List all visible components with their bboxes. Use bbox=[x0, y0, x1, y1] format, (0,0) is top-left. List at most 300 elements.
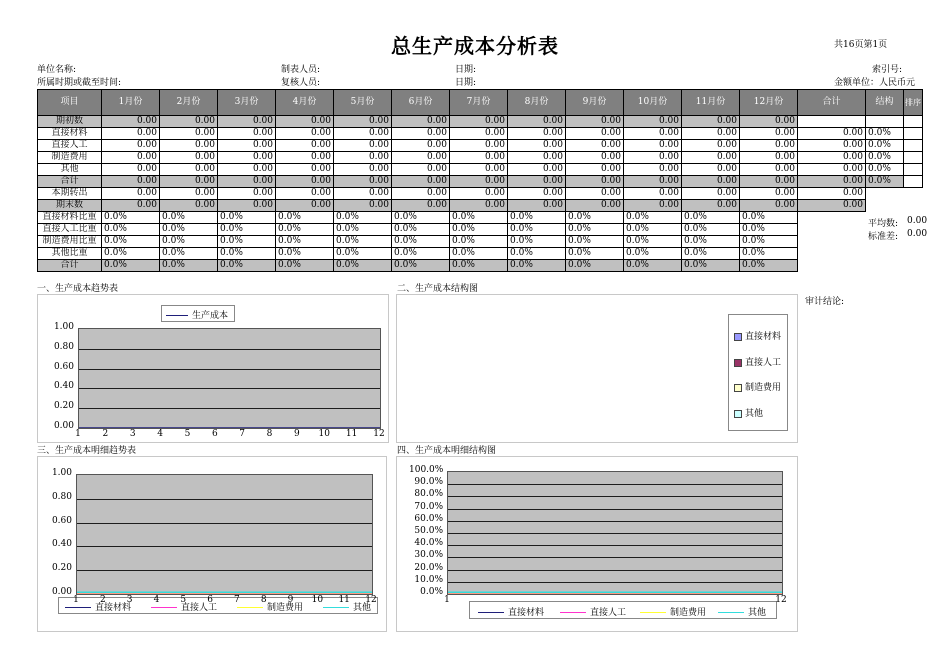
table-row bbox=[38, 116, 923, 128]
cell-value: 0.00 bbox=[740, 188, 798, 200]
cell-value: 0.00 bbox=[450, 164, 508, 176]
chart-4-legend bbox=[469, 601, 777, 619]
row-label: 其他 bbox=[38, 164, 102, 176]
x-tick-label: 1 bbox=[444, 595, 450, 605]
ratio-value: 0.0% bbox=[624, 224, 682, 236]
ratio-value: 0.0% bbox=[334, 260, 392, 272]
x-tick-label: 12 bbox=[365, 595, 377, 605]
cell-value: 0.00 bbox=[508, 188, 566, 200]
y-tick-label: 0.40 bbox=[53, 381, 74, 392]
ratio-value: 0.0% bbox=[566, 248, 624, 260]
header-cell: 1月份 bbox=[102, 90, 160, 116]
y-tick-label: 80.0% bbox=[414, 489, 443, 500]
cell-value: 0.00 bbox=[508, 152, 566, 164]
cell-value: 0.00 bbox=[334, 164, 392, 176]
y-tick-label: 0.20 bbox=[51, 563, 72, 574]
ratio-value: 0.0% bbox=[334, 248, 392, 260]
ratio-row bbox=[38, 212, 923, 224]
cell-value: 0.00 bbox=[392, 116, 450, 128]
cell-value: 0.00 bbox=[218, 128, 276, 140]
ratio-value: 0.0% bbox=[740, 212, 798, 224]
cell-value: 0.00 bbox=[682, 188, 740, 200]
ratio-value: 0.0% bbox=[566, 224, 624, 236]
table-row bbox=[38, 152, 923, 164]
ratio-value: 0.0% bbox=[624, 212, 682, 224]
preparer-label: 制表人员: bbox=[281, 65, 321, 75]
cell-value: 0.00 bbox=[682, 200, 740, 212]
cell-value: 0.00 bbox=[450, 128, 508, 140]
table-row bbox=[38, 188, 923, 200]
chart-4-legend-labor: 直接人工 bbox=[560, 605, 626, 618]
ratio-value: 0.0% bbox=[276, 248, 334, 260]
audit-conclusion-label: 审计结论: bbox=[805, 297, 845, 307]
cell-value: 0.00 bbox=[450, 176, 508, 188]
ratio-value: 0.0% bbox=[392, 224, 450, 236]
chart-4-legend-material: 直接材料 bbox=[478, 605, 544, 618]
row-structure bbox=[866, 116, 904, 128]
cell-value: 0.00 bbox=[276, 116, 334, 128]
row-structure: 0.0% bbox=[866, 164, 904, 176]
ratio-row bbox=[38, 224, 923, 236]
ratio-label: 其他比重 bbox=[38, 248, 102, 260]
series-layer bbox=[448, 472, 782, 594]
y-tick-label: 0.60 bbox=[53, 361, 74, 372]
chart-2-legend-item-other: 其他 bbox=[734, 406, 763, 419]
header-cell: 10月份 bbox=[624, 90, 682, 116]
ratio-value: 0.0% bbox=[276, 212, 334, 224]
ratio-value: 0.0% bbox=[508, 248, 566, 260]
ratio-label: 合计 bbox=[38, 260, 102, 272]
header-cell: 8月份 bbox=[508, 90, 566, 116]
x-tick-label: 4 bbox=[153, 595, 160, 605]
chart-4-plot-area bbox=[447, 471, 783, 595]
y-tick-label: 70.0% bbox=[414, 501, 443, 512]
y-tick-label: 50.0% bbox=[414, 526, 443, 536]
chart-1-panel bbox=[37, 294, 389, 443]
ratio-value: 0.0% bbox=[276, 236, 334, 248]
cell-value: 0.00 bbox=[624, 152, 682, 164]
cell-value: 0.00 bbox=[740, 164, 798, 176]
cell-value: 0.00 bbox=[218, 152, 276, 164]
y-tick-label: 10.0% bbox=[414, 574, 443, 585]
ratio-value: 0.0% bbox=[218, 212, 276, 224]
y-tick-label: 0.40 bbox=[51, 539, 72, 550]
header-cell: 结构 bbox=[866, 90, 904, 116]
row-label: 期末数 bbox=[38, 200, 102, 212]
cell-value: 0.00 bbox=[450, 188, 508, 200]
row-label: 合计 bbox=[38, 176, 102, 188]
cell-value: 0.00 bbox=[624, 140, 682, 152]
x-tick-label: 8 bbox=[260, 595, 267, 605]
cell-value: 0.00 bbox=[102, 116, 160, 128]
cell-value: 0.00 bbox=[566, 116, 624, 128]
cell-value: 0.00 bbox=[334, 152, 392, 164]
chart-2-panel bbox=[396, 294, 798, 443]
row-sort bbox=[904, 188, 923, 200]
row-total: 0.00 bbox=[798, 176, 866, 188]
cell-value: 0.00 bbox=[160, 176, 218, 188]
empty-cell bbox=[904, 248, 923, 260]
x-tick-label: 3 bbox=[126, 595, 133, 605]
cell-value: 0.00 bbox=[624, 116, 682, 128]
x-tick-label: 8 bbox=[266, 429, 273, 439]
cell-value: 0.00 bbox=[682, 140, 740, 152]
cell-value: 0.00 bbox=[160, 128, 218, 140]
row-total bbox=[798, 116, 866, 128]
cell-value: 0.00 bbox=[160, 116, 218, 128]
cell-value: 0.00 bbox=[624, 188, 682, 200]
cell-value: 0.00 bbox=[334, 116, 392, 128]
x-tick-label: 9 bbox=[294, 429, 300, 439]
cell-value: 0.00 bbox=[392, 164, 450, 176]
empty-cell bbox=[904, 260, 923, 272]
section-1-title: 一、生产成本趋势表 bbox=[37, 284, 119, 294]
ratio-value: 0.0% bbox=[682, 248, 740, 260]
reviewer-label: 复核人员: bbox=[281, 78, 321, 88]
row-structure bbox=[866, 200, 904, 212]
ratio-value: 0.0% bbox=[566, 236, 624, 248]
ratio-value: 0.0% bbox=[682, 260, 740, 272]
ratio-row bbox=[38, 236, 923, 248]
cell-value: 0.00 bbox=[508, 176, 566, 188]
cell-value: 0.00 bbox=[508, 200, 566, 212]
cell-value: 0.00 bbox=[276, 140, 334, 152]
x-tick-label: 3 bbox=[129, 429, 136, 439]
x-tick-label: 11 bbox=[345, 429, 358, 439]
cell-value: 0.00 bbox=[218, 200, 276, 212]
ratio-value: 0.0% bbox=[740, 248, 798, 260]
cell-value: 0.00 bbox=[218, 140, 276, 152]
row-total: 0.00 bbox=[798, 200, 866, 212]
y-tick-label: 40.0% bbox=[414, 538, 443, 549]
x-tick-label: 1 bbox=[73, 595, 79, 605]
row-sort bbox=[904, 164, 923, 176]
date-label-2: 日期: bbox=[455, 78, 477, 88]
ratio-label: 直接材料比重 bbox=[38, 212, 102, 224]
cell-value: 0.00 bbox=[566, 188, 624, 200]
cell-value: 0.00 bbox=[218, 164, 276, 176]
x-tick-label: 10 bbox=[311, 595, 324, 605]
cell-value: 0.00 bbox=[102, 128, 160, 140]
std-value: 0.00 bbox=[907, 229, 928, 239]
ratio-value: 0.0% bbox=[392, 236, 450, 248]
cell-value: 0.00 bbox=[276, 152, 334, 164]
avg-value: 0.00 bbox=[907, 216, 928, 226]
row-sort bbox=[904, 152, 923, 164]
cell-value: 0.00 bbox=[392, 188, 450, 200]
header-cell: 项目 bbox=[38, 90, 102, 116]
chart-2-legend-item-overhead: 制造费用 bbox=[734, 380, 781, 393]
cell-value: 0.00 bbox=[218, 116, 276, 128]
y-tick-label: 0.80 bbox=[51, 491, 72, 502]
avg-label: 平均数: bbox=[868, 219, 899, 229]
ratio-value: 0.0% bbox=[624, 260, 682, 272]
header-cell: 合计 bbox=[798, 90, 866, 116]
chart-3-panel bbox=[37, 456, 387, 632]
y-tick-label: 1.00 bbox=[51, 468, 72, 478]
cell-value: 0.00 bbox=[740, 176, 798, 188]
ratio-value: 0.0% bbox=[334, 224, 392, 236]
cell-value: 0.00 bbox=[334, 200, 392, 212]
ratio-value: 0.0% bbox=[392, 248, 450, 260]
x-tick-label: 2 bbox=[102, 429, 109, 439]
row-sort bbox=[904, 128, 923, 140]
ratio-value: 0.0% bbox=[160, 236, 218, 248]
x-tick-label: 10 bbox=[318, 429, 330, 439]
cell-value: 0.00 bbox=[218, 176, 276, 188]
cell-value: 0.00 bbox=[276, 176, 334, 188]
ratio-value: 0.0% bbox=[624, 248, 682, 260]
cell-value: 0.00 bbox=[276, 164, 334, 176]
ratio-value: 0.0% bbox=[508, 236, 566, 248]
row-structure bbox=[866, 188, 904, 200]
ratio-value: 0.0% bbox=[160, 248, 218, 260]
x-tick-label: 5 bbox=[180, 595, 187, 605]
row-structure: 0.0% bbox=[866, 140, 904, 152]
empty-cell bbox=[798, 260, 866, 272]
x-tick-label: 2 bbox=[99, 595, 106, 605]
cell-value: 0.00 bbox=[334, 140, 392, 152]
row-total: 0.00 bbox=[798, 152, 866, 164]
x-tick-label: 11 bbox=[338, 595, 350, 605]
x-tick-label: 7 bbox=[234, 595, 240, 605]
row-label: 直接人工 bbox=[38, 140, 102, 152]
table-row bbox=[38, 176, 923, 188]
legend-line-swatch bbox=[166, 315, 188, 316]
table-row bbox=[38, 200, 923, 212]
ratio-value: 0.0% bbox=[682, 224, 740, 236]
cell-value: 0.00 bbox=[682, 164, 740, 176]
row-total: 0.00 bbox=[798, 128, 866, 140]
y-tick-label: 1.00 bbox=[53, 322, 74, 332]
row-sort bbox=[904, 176, 923, 188]
chart-1-plot-area bbox=[78, 328, 381, 429]
ratio-value: 0.0% bbox=[450, 212, 508, 224]
ratio-value: 0.0% bbox=[508, 212, 566, 224]
cell-value: 0.00 bbox=[276, 200, 334, 212]
ratio-value: 0.0% bbox=[740, 260, 798, 272]
y-tick-label: 30.0% bbox=[414, 550, 443, 561]
chart-3-legend-overhead: 制造费用 bbox=[237, 600, 303, 613]
chart-1-legend-item bbox=[166, 308, 228, 321]
series-layer bbox=[79, 329, 380, 428]
y-tick-label: 0.20 bbox=[53, 401, 74, 412]
cost-table bbox=[37, 89, 923, 272]
header-cell: 排序 bbox=[904, 90, 923, 116]
y-tick-label: 0.0% bbox=[420, 587, 443, 597]
ratio-value: 0.0% bbox=[102, 236, 160, 248]
page-info: 共16页第1页 bbox=[834, 40, 888, 50]
ratio-value: 0.0% bbox=[218, 248, 276, 260]
cell-value: 0.00 bbox=[624, 128, 682, 140]
ratio-value: 0.0% bbox=[218, 236, 276, 248]
y-tick-label: 90.0% bbox=[414, 477, 443, 488]
cell-value: 0.00 bbox=[392, 128, 450, 140]
row-total: 0.00 bbox=[798, 140, 866, 152]
row-structure: 0.0% bbox=[866, 176, 904, 188]
empty-cell bbox=[798, 224, 866, 236]
row-total: 0.00 bbox=[798, 188, 866, 200]
cell-value: 0.00 bbox=[682, 176, 740, 188]
ratio-value: 0.0% bbox=[102, 248, 160, 260]
y-tick-label: 0.60 bbox=[51, 515, 72, 526]
cell-value: 0.00 bbox=[624, 176, 682, 188]
row-label: 直接材料 bbox=[38, 128, 102, 140]
cell-value: 0.00 bbox=[276, 128, 334, 140]
cell-value: 0.00 bbox=[102, 188, 160, 200]
cell-value: 0.00 bbox=[218, 188, 276, 200]
chart-1-legend bbox=[161, 305, 235, 322]
ratio-value: 0.0% bbox=[218, 224, 276, 236]
empty-cell bbox=[798, 212, 866, 224]
header-row bbox=[38, 90, 923, 116]
ratio-label: 直接人工比重 bbox=[38, 224, 102, 236]
row-sort bbox=[904, 200, 923, 212]
report-title: 总生产成本分析表 bbox=[391, 34, 559, 58]
section-2-title: 二、生产成本结构图 bbox=[397, 284, 479, 294]
x-tick-label: 7 bbox=[239, 429, 246, 439]
cell-value: 0.00 bbox=[102, 152, 160, 164]
row-label: 本期转出 bbox=[38, 188, 102, 200]
cell-value: 0.00 bbox=[740, 152, 798, 164]
table-row bbox=[38, 128, 923, 140]
cell-value: 0.00 bbox=[160, 152, 218, 164]
y-tick-label: 0.00 bbox=[53, 421, 74, 431]
empty-cell bbox=[866, 260, 904, 272]
header-cell: 5月份 bbox=[334, 90, 392, 116]
cell-value: 0.00 bbox=[160, 188, 218, 200]
x-tick-label: 6 bbox=[207, 595, 213, 605]
cell-value: 0.00 bbox=[508, 116, 566, 128]
cell-value: 0.00 bbox=[102, 200, 160, 212]
std-label: 标准差: bbox=[868, 232, 899, 242]
x-tick-label: 4 bbox=[157, 429, 163, 439]
row-structure: 0.0% bbox=[866, 128, 904, 140]
cell-value: 0.00 bbox=[276, 188, 334, 200]
cell-value: 0.00 bbox=[334, 128, 392, 140]
cell-value: 0.00 bbox=[624, 200, 682, 212]
cell-value: 0.00 bbox=[102, 140, 160, 152]
cell-value: 0.00 bbox=[450, 116, 508, 128]
row-label: 制造费用 bbox=[38, 152, 102, 164]
ratio-value: 0.0% bbox=[160, 224, 218, 236]
cell-value: 0.00 bbox=[508, 128, 566, 140]
cell-value: 0.00 bbox=[102, 176, 160, 188]
cell-value: 0.00 bbox=[566, 152, 624, 164]
chart-3-legend-material: 直接材料 bbox=[65, 600, 131, 613]
cell-value: 0.00 bbox=[334, 176, 392, 188]
chart-3-legend-labor: 直接人工 bbox=[151, 600, 217, 613]
ratio-value: 0.0% bbox=[102, 212, 160, 224]
ratio-value: 0.0% bbox=[334, 236, 392, 248]
ratio-value: 0.0% bbox=[450, 260, 508, 272]
ratio-value: 0.0% bbox=[450, 236, 508, 248]
cell-value: 0.00 bbox=[392, 152, 450, 164]
x-tick-label: 12 bbox=[775, 595, 787, 605]
row-sort bbox=[904, 116, 923, 128]
cell-value: 0.00 bbox=[160, 140, 218, 152]
empty-cell bbox=[866, 248, 904, 260]
y-tick-label: 60.0% bbox=[414, 513, 443, 524]
x-tick-label: 5 bbox=[184, 429, 191, 439]
x-tick-label: 6 bbox=[211, 429, 218, 439]
chart-3-plot-area bbox=[76, 474, 373, 595]
ratio-value: 0.0% bbox=[508, 260, 566, 272]
row-structure: 0.0% bbox=[866, 152, 904, 164]
ratio-value: 0.0% bbox=[392, 212, 450, 224]
cell-value: 0.00 bbox=[566, 176, 624, 188]
header-cell: 3月份 bbox=[218, 90, 276, 116]
cell-value: 0.00 bbox=[160, 200, 218, 212]
cell-value: 0.00 bbox=[566, 140, 624, 152]
y-tick-label: 100.0% bbox=[409, 465, 444, 475]
y-tick-label: 0.80 bbox=[53, 341, 74, 352]
period-label: 所属时期或截至时间: bbox=[37, 78, 122, 88]
header-cell: 7月份 bbox=[450, 90, 508, 116]
cell-value: 0.00 bbox=[682, 152, 740, 164]
row-label: 期初数 bbox=[38, 116, 102, 128]
header-cell: 11月份 bbox=[682, 90, 740, 116]
ratio-value: 0.0% bbox=[740, 236, 798, 248]
ratio-value: 0.0% bbox=[508, 224, 566, 236]
cell-value: 0.00 bbox=[392, 200, 450, 212]
row-sort bbox=[904, 140, 923, 152]
ratio-value: 0.0% bbox=[740, 224, 798, 236]
cell-value: 0.00 bbox=[566, 200, 624, 212]
x-tick-label: 9 bbox=[287, 595, 294, 605]
chart-3-legend-other: 其他 bbox=[323, 600, 371, 613]
ratio-value: 0.0% bbox=[450, 248, 508, 260]
chart-4-legend-overhead: 制造费用 bbox=[640, 605, 706, 618]
cell-value: 0.00 bbox=[682, 116, 740, 128]
table-row bbox=[38, 140, 923, 152]
ratio-value: 0.0% bbox=[160, 260, 218, 272]
date-label-1: 日期: bbox=[455, 65, 477, 75]
index-label: 索引号: bbox=[872, 65, 903, 75]
cell-value: 0.00 bbox=[450, 140, 508, 152]
cell-value: 0.00 bbox=[740, 116, 798, 128]
ratio-value: 0.0% bbox=[102, 260, 160, 272]
cell-value: 0.00 bbox=[102, 164, 160, 176]
cell-value: 0.00 bbox=[450, 200, 508, 212]
ratio-value: 0.0% bbox=[218, 260, 276, 272]
cell-value: 0.00 bbox=[624, 164, 682, 176]
ratio-value: 0.0% bbox=[624, 236, 682, 248]
ratio-value: 0.0% bbox=[102, 224, 160, 236]
ratio-value: 0.0% bbox=[450, 224, 508, 236]
x-tick-label: 12 bbox=[373, 429, 385, 439]
cell-value: 0.00 bbox=[682, 128, 740, 140]
series-layer bbox=[77, 475, 372, 594]
table-row bbox=[38, 164, 923, 176]
cell-value: 0.00 bbox=[334, 188, 392, 200]
ratio-value: 0.0% bbox=[334, 212, 392, 224]
cell-value: 0.00 bbox=[740, 140, 798, 152]
unit-name-label: 单位名称: bbox=[37, 65, 77, 75]
ratio-row bbox=[38, 260, 923, 272]
y-tick-label: 0.00 bbox=[51, 587, 72, 597]
y-tick-label: 20.0% bbox=[414, 562, 443, 573]
cell-value: 0.00 bbox=[508, 140, 566, 152]
header-cell: 4月份 bbox=[276, 90, 334, 116]
chart-2-legend-item-labor: 直接人工 bbox=[734, 355, 781, 368]
cell-value: 0.00 bbox=[740, 200, 798, 212]
chart-2-legend-item-material: 直接材料 bbox=[734, 329, 781, 342]
ratio-value: 0.0% bbox=[682, 236, 740, 248]
section-4-title: 四、生产成本明细结构图 bbox=[397, 446, 497, 456]
chart-4-legend-other: 其他 bbox=[718, 605, 766, 618]
ratio-value: 0.0% bbox=[276, 260, 334, 272]
